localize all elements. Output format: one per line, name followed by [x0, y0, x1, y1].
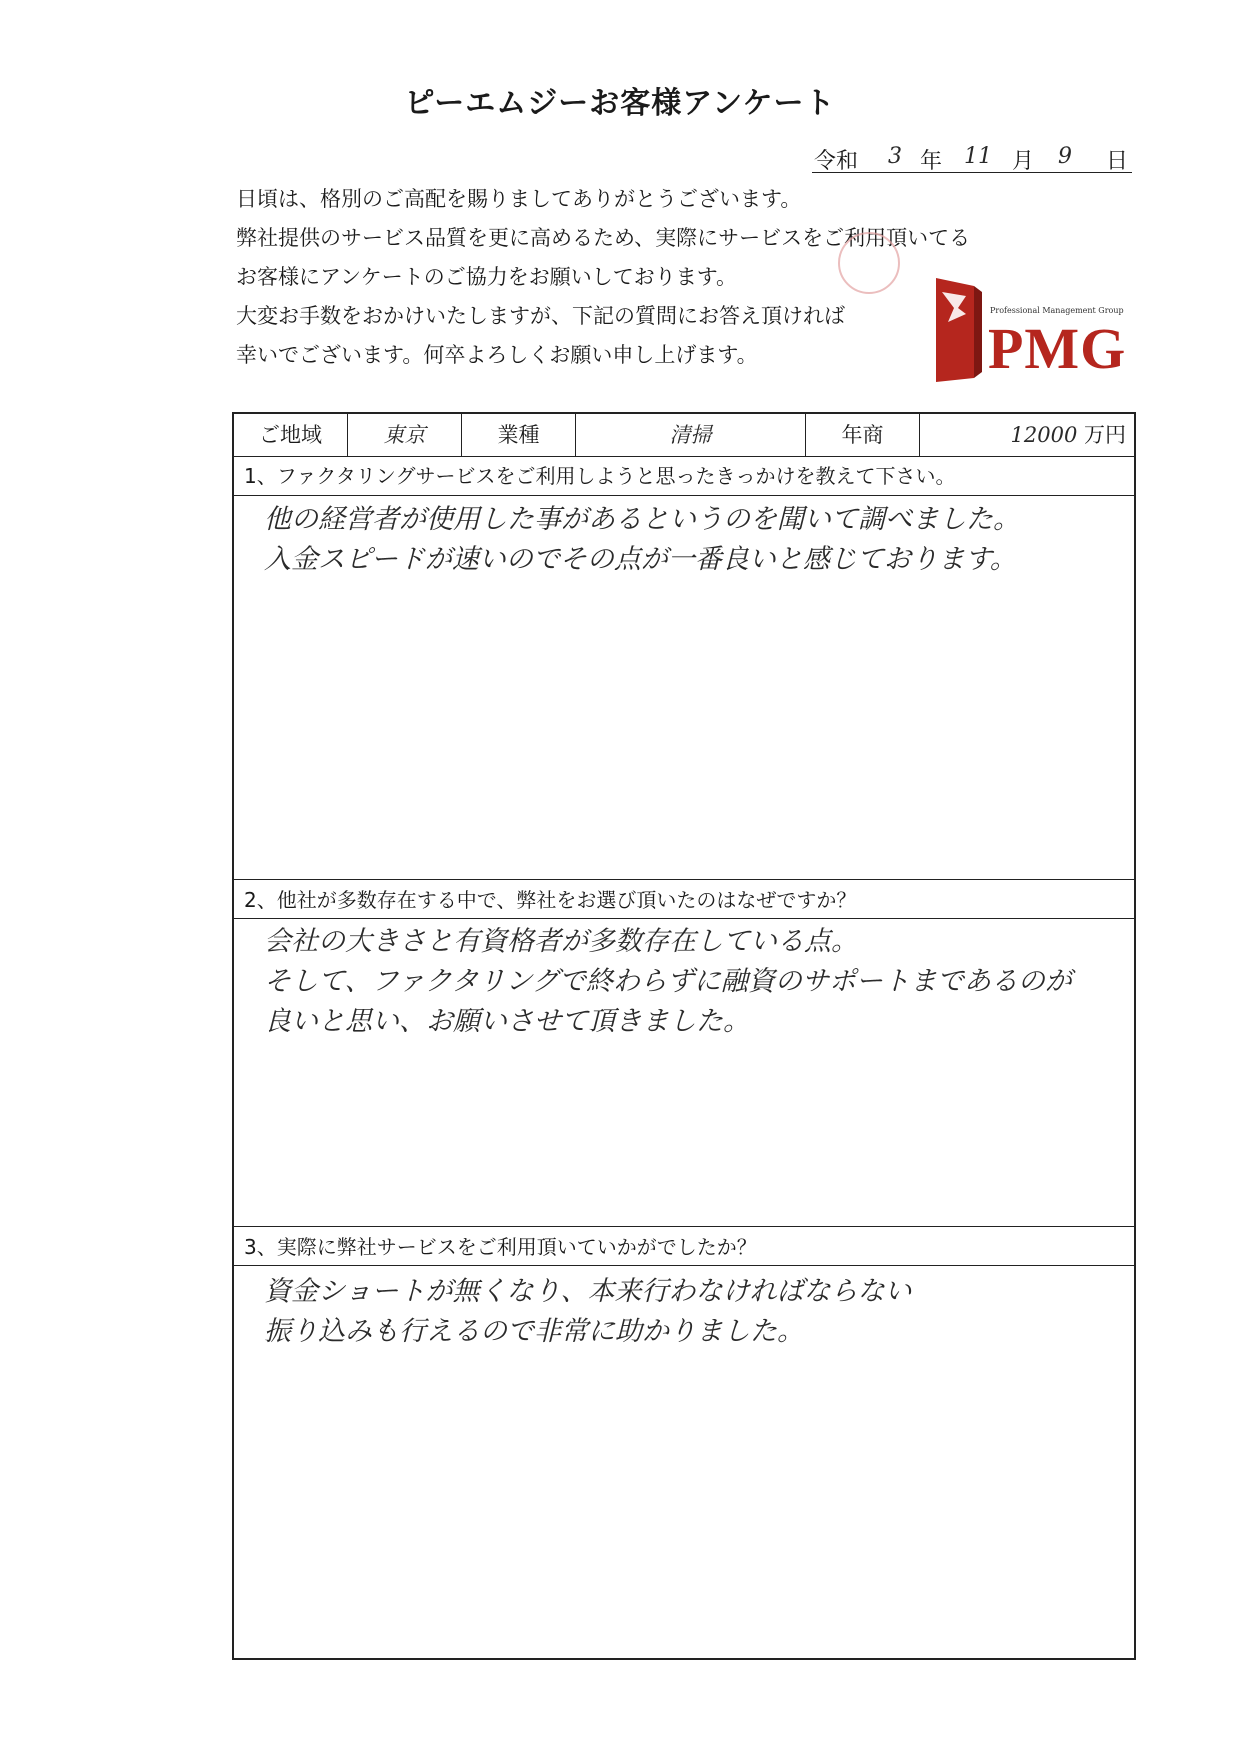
revenue-unit: 万円	[1084, 423, 1126, 447]
intro-text	[236, 180, 1036, 375]
survey-title: ピーエムジーお客様アンケート	[404, 86, 836, 121]
industry-label: 業種	[462, 414, 576, 456]
date-day-unit: 日	[1106, 149, 1129, 174]
logo-text: PMG	[988, 316, 1127, 381]
answer-line: 資金ショートが無くなり、本来行わなければならない	[264, 1276, 912, 1307]
region-value: 東京	[348, 414, 462, 456]
date-month: 11	[964, 144, 992, 169]
question-3-label: 3、実際に弊社サービスをご利用頂いていかがでしたか？	[234, 1226, 1134, 1266]
intro-line: お客様にアンケートのご協力をお願いしております。	[236, 265, 738, 289]
seal-stamp	[838, 232, 900, 294]
answer-line: 入金スピードが速いのでその点が一番良いと感じております。	[264, 544, 1017, 575]
intro-line: 弊社提供のサービス品質を更に高めるため、実際にサービスをご利用頂いてる	[236, 226, 971, 250]
revenue-label: 年商	[806, 414, 920, 456]
question-2-label: 2、他社が多数存在する中で、弊社をお選び頂いたのはなぜですか？	[234, 879, 1134, 919]
revenue-cell	[920, 414, 1134, 456]
question-2-answer	[264, 922, 1124, 1042]
date-day: 9	[1058, 144, 1072, 169]
industry-value: 清掃	[576, 414, 806, 456]
date-year: 3	[888, 144, 902, 169]
info-row	[234, 414, 1134, 457]
logo-mark-icon	[928, 278, 986, 382]
date-era: 令和	[814, 149, 859, 174]
answer-line: 良いと思い、お願いさせて頂きました。	[264, 1006, 750, 1037]
region-label: ご地域	[234, 414, 348, 456]
date-year-unit: 年	[920, 149, 943, 174]
answer-line: そして、ファクタリングで終わらずに融資のサポートまであるのが	[264, 966, 1072, 997]
answer-line: 振り込みも行えるので非常に助かりました。	[264, 1316, 804, 1347]
answer-line: 会社の大きさと有資格者が多数存在している点。	[264, 926, 858, 957]
intro-line: 大変お手数をおかけいたしますが、下記の質問にお答え頂ければ	[236, 304, 845, 328]
intro-line: 日頃は、格別のご高配を賜りましてありがとうございます。	[236, 187, 802, 211]
survey-date	[812, 142, 1132, 173]
question-3-answer	[264, 1272, 1124, 1352]
answer-line: 他の経営者が使用した事があるというのを聞いて調べました。	[264, 504, 1020, 535]
question-1-answer	[264, 500, 1124, 580]
survey-form	[232, 412, 1136, 1660]
date-month-unit: 月	[1012, 149, 1035, 174]
logo-tagline: Professional Management Group	[990, 306, 1124, 315]
intro-line: 幸いでございます。何卒よろしくお願い申し上げます。	[236, 343, 758, 367]
question-1-label: 1、ファクタリングサービスをご利用しようと思ったきっかけを教えて下さい。	[234, 456, 1134, 496]
revenue-value: 12000	[1010, 423, 1078, 447]
company-logo	[928, 276, 1128, 386]
